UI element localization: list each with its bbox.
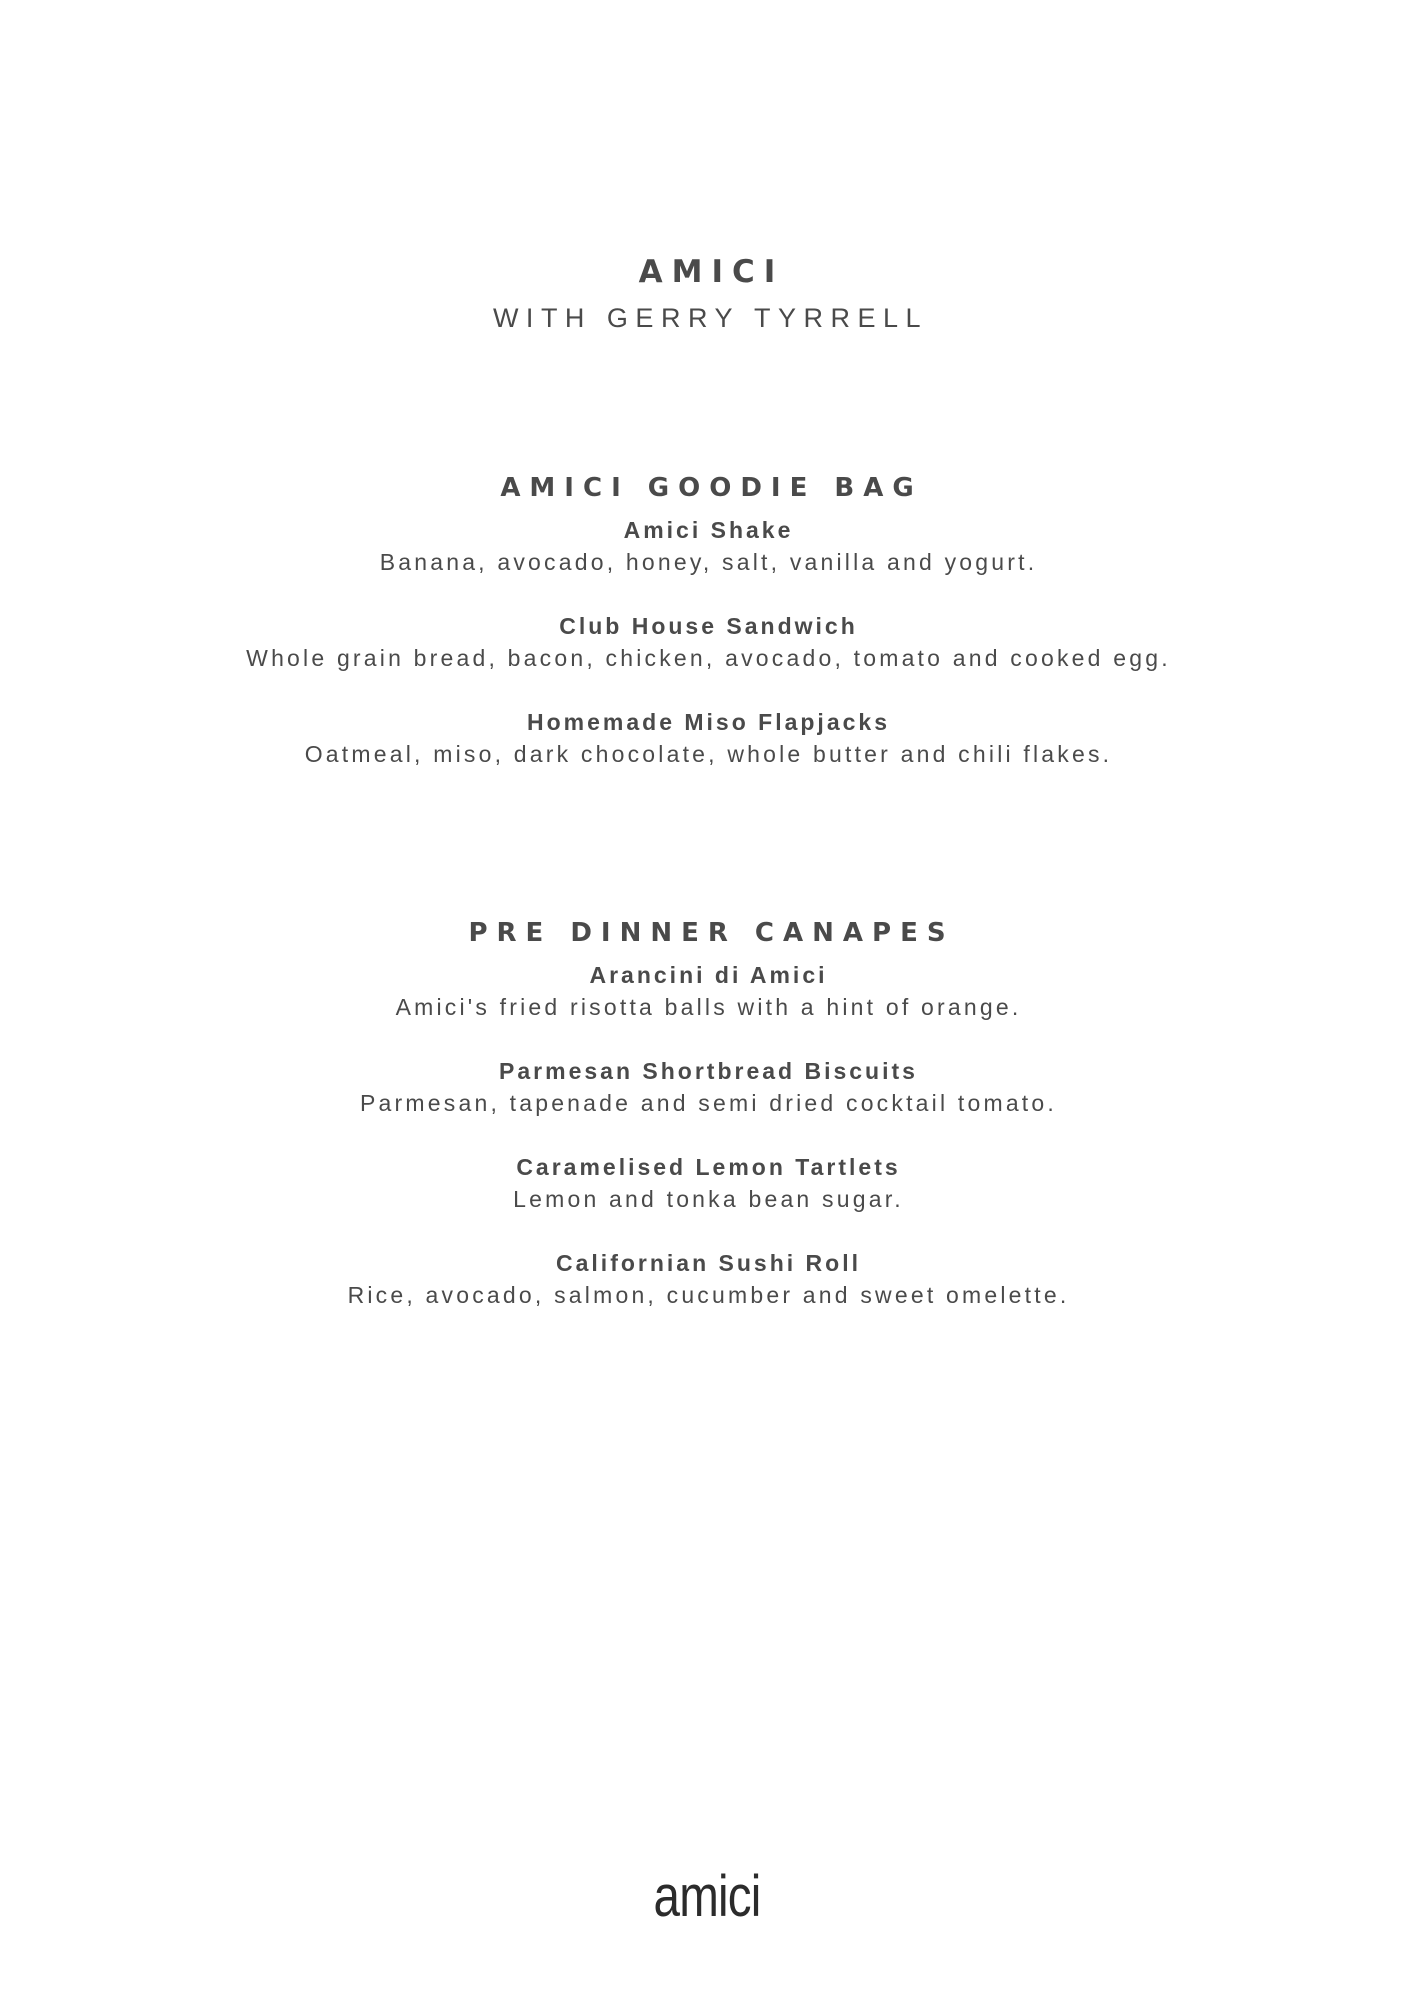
menu-header bbox=[0, 248, 1414, 338]
section-goodie-bag bbox=[0, 468, 1414, 802]
menu-item bbox=[0, 1055, 1414, 1119]
item-description: Oatmeal, miso, dark chocolate, whole butter and chili flakes. bbox=[304, 741, 1113, 767]
amici-logo: amici bbox=[653, 1864, 761, 1929]
item-description: Lemon and tonka bean sugar. bbox=[513, 1186, 904, 1212]
menu-item bbox=[0, 610, 1414, 674]
item-name: Arancini di Amici bbox=[589, 962, 828, 988]
restaurant-name: AMICI bbox=[638, 254, 785, 290]
section-pre-dinner-canapes bbox=[0, 913, 1414, 1343]
item-description: Whole grain bread, bacon, chicken, avocado, tomato and cooked egg. bbox=[246, 645, 1171, 671]
menu-item bbox=[0, 1151, 1414, 1215]
section-title: AMICI GOODIE BAG bbox=[500, 473, 923, 503]
item-name: Californian Sushi Roll bbox=[556, 1250, 861, 1276]
item-name: Club House Sandwich bbox=[559, 613, 858, 639]
menu-item bbox=[0, 959, 1414, 1023]
item-name: Amici Shake bbox=[623, 517, 794, 543]
menu-item bbox=[0, 1247, 1414, 1311]
item-description: Parmesan, tapenade and semi dried cocktail tomato. bbox=[360, 1090, 1057, 1116]
item-name: Caramelised Lemon Tartlets bbox=[516, 1154, 901, 1180]
item-name: Parmesan Shortbread Biscuits bbox=[499, 1058, 918, 1084]
item-description: Rice, avocado, salmon, cucumber and sweet omelette. bbox=[347, 1282, 1070, 1308]
section-title: PRE DINNER CANAPES bbox=[468, 918, 955, 948]
item-name: Homemade Miso Flapjacks bbox=[527, 709, 890, 735]
menu-item bbox=[0, 706, 1414, 770]
menu-item bbox=[0, 514, 1414, 578]
item-description: Amici's fried risotta balls with a hint of orange. bbox=[395, 994, 1022, 1020]
host-line: WITH GERRY TYRRELL bbox=[492, 303, 929, 333]
item-description: Banana, avocado, honey, salt, vanilla and yogurt. bbox=[379, 549, 1038, 575]
